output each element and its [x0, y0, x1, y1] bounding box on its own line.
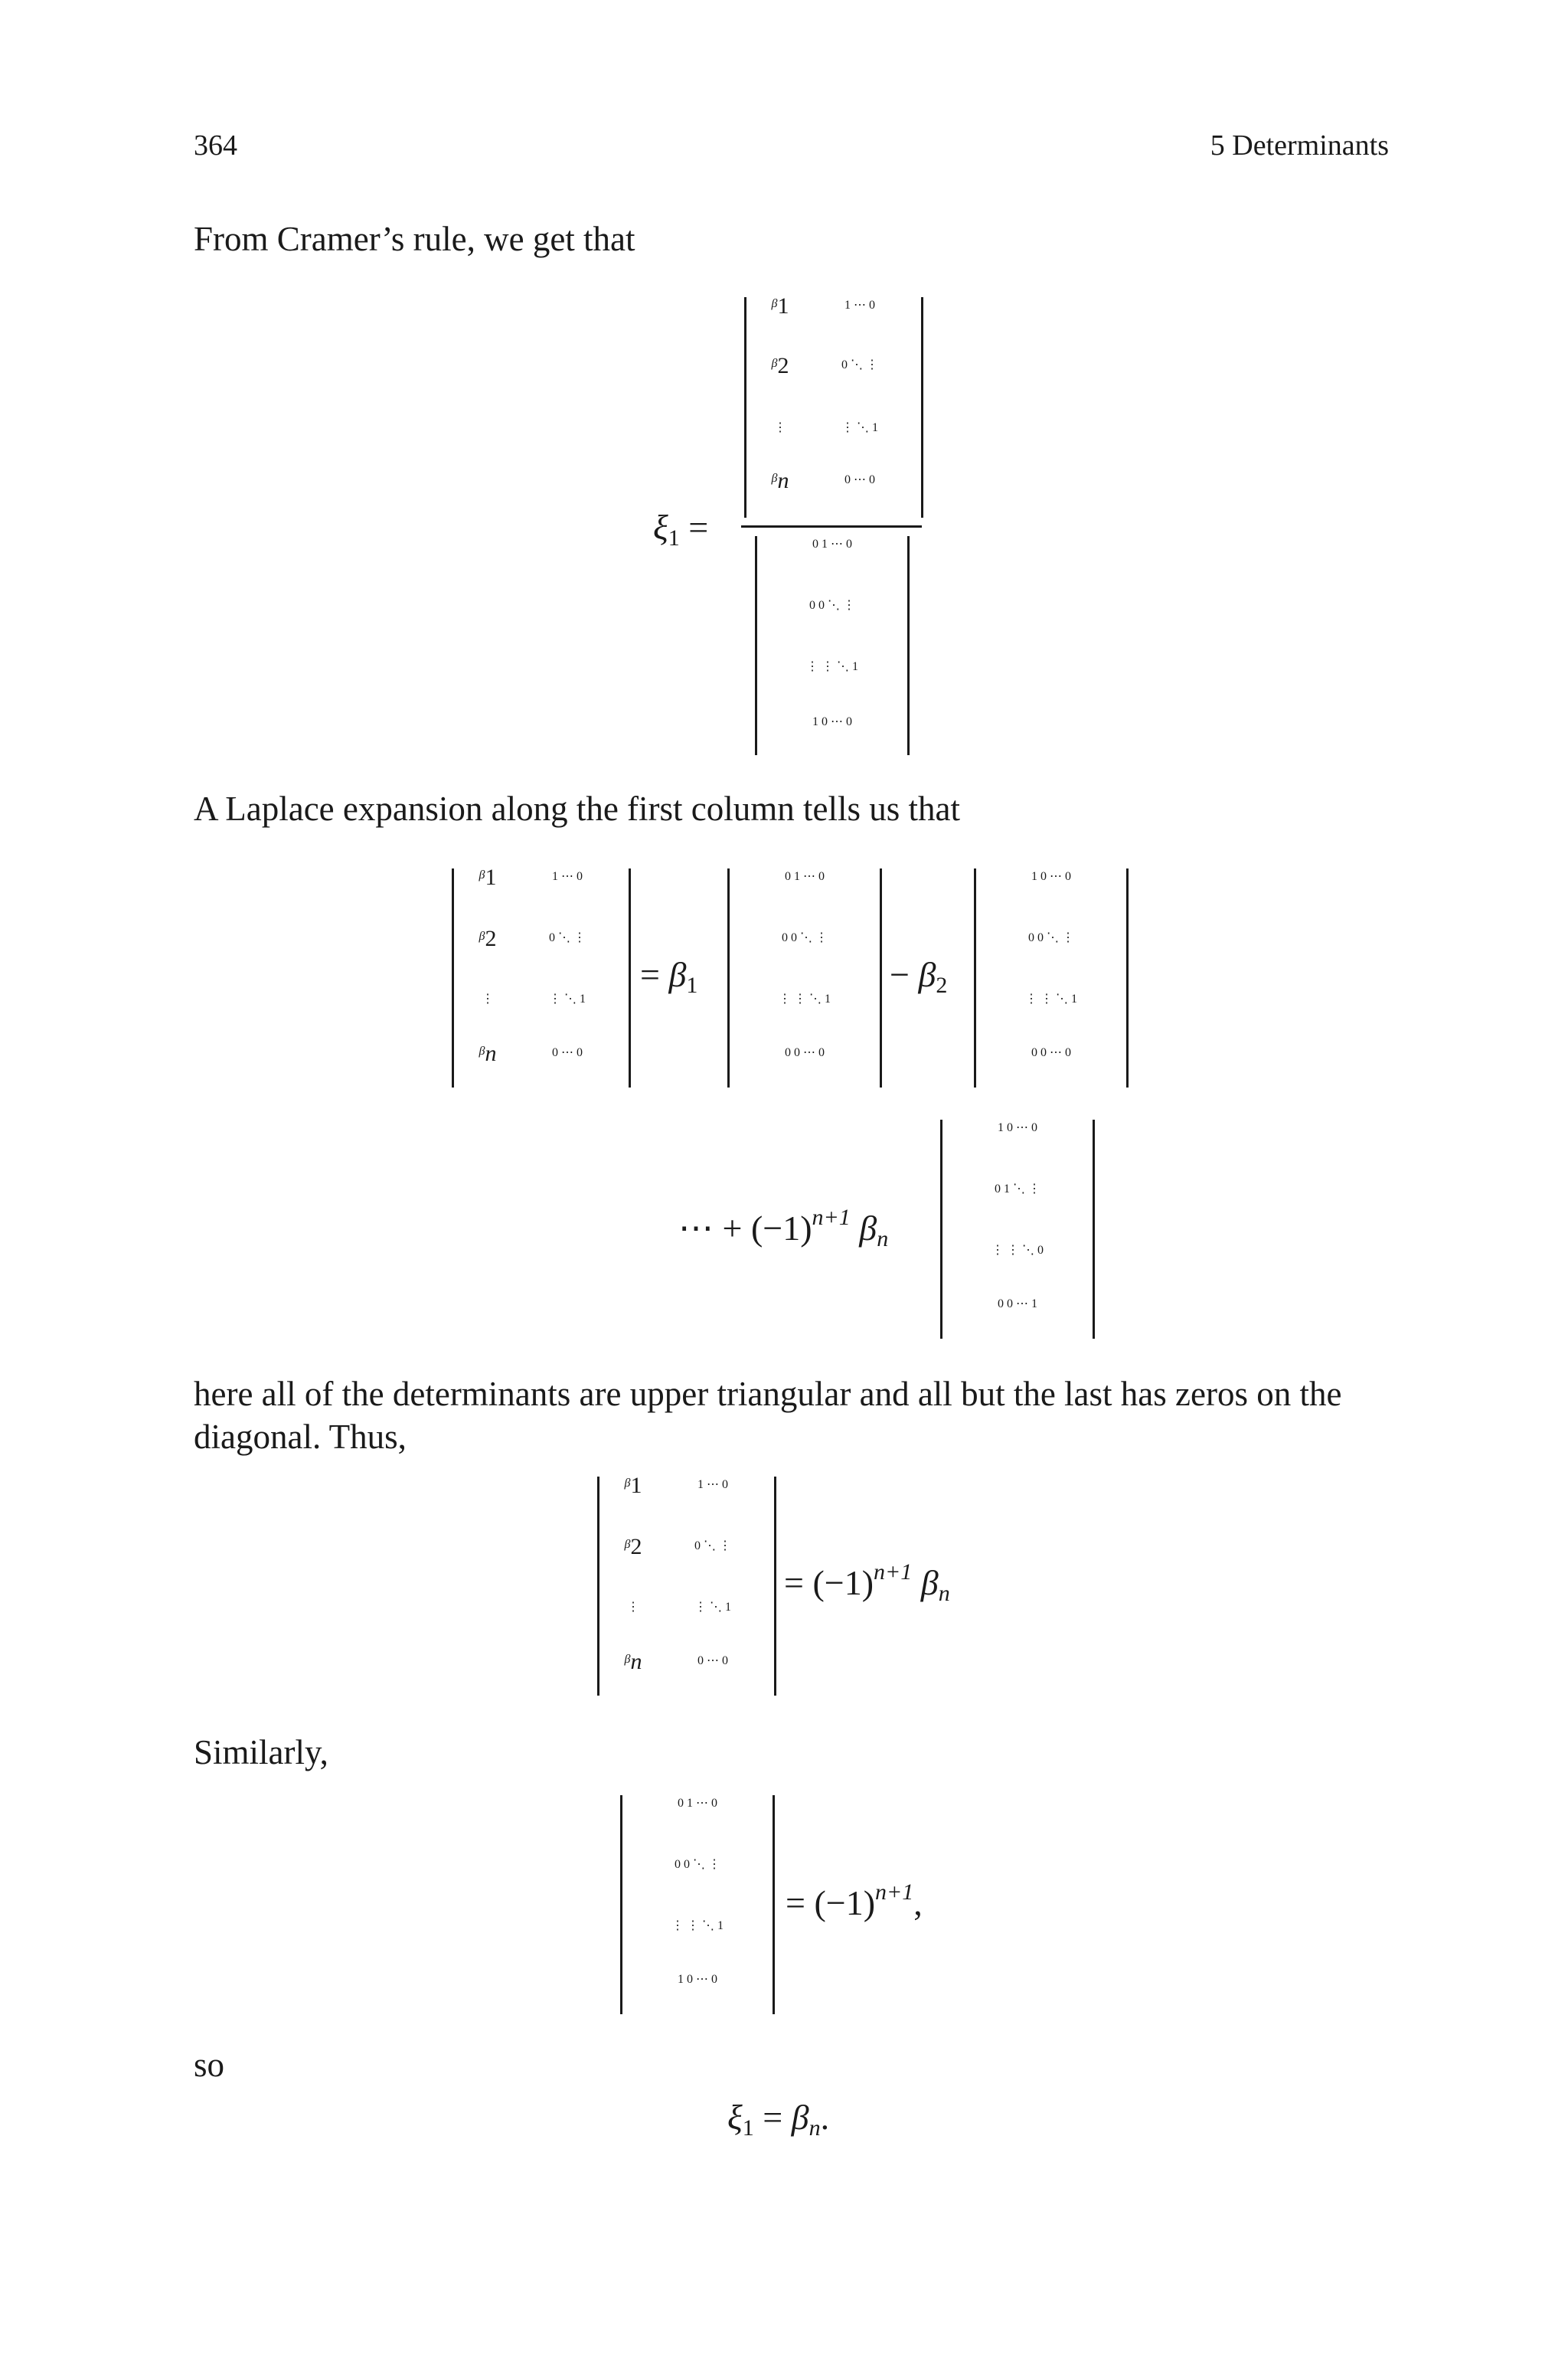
paragraph-upper-triangular-1: here all of the determinants are upper triangular and all but the last has zeros on the — [194, 1375, 1342, 1413]
paragraph-upper-triangular-2: diagonal. Thus, — [194, 1418, 407, 1456]
determinant-beta-column: $\beta_1$ 1 ⋯ 0 $\beta_2$ 0 ⋱ ⋮ ⋮ ⋮ ⋱ 1 $\beta_n$ 0 ⋯ 0 — [452, 868, 631, 1088]
fraction-bar — [741, 525, 922, 528]
chapter-title: 5 Determinants — [1210, 129, 1389, 162]
equals-beta1: = $\beta_1$ — [640, 955, 698, 998]
minus-beta2: − $\beta_2$ — [890, 955, 948, 998]
paragraph-so: so — [194, 2046, 225, 2084]
last-term-coefficient: ⋯ + $(-1)^{n+1}$ $\beta_n$ — [678, 1205, 889, 1251]
paragraph-similarly: Similarly, — [194, 1733, 328, 1771]
result-sign: = $(-1)^{n+1}$, — [786, 1879, 923, 1922]
paragraph-laplace: A Laplace expansion along the first column tells us that — [194, 790, 961, 828]
determinant-numerator: $\beta_1$ 1 ⋯ 0 $\beta_2$ 0 ⋱ ⋮ ⋮ ⋮ ⋱ 1 $\beta_n$ 0 ⋯ 0 — [744, 297, 923, 518]
determinant-minor-1: 0 1 ⋯ 0 0 0 ⋱ ⋮ ⋮ ⋮ ⋱ 1 0 0 ⋯ 0 — [727, 868, 882, 1088]
result-beta-n: = $(-1)^{n+1}$ $\beta_n$ — [784, 1559, 950, 1606]
determinant-minor-2: 1 0 ⋯ 0 0 0 ⋱ ⋮ ⋮ ⋮ ⋱ 1 0 0 ⋯ 0 — [974, 868, 1129, 1088]
determinant-denominator: 0 1 ⋯ 0 0 0 ⋱ ⋮ ⋮ ⋮ ⋱ 1 1 0 ⋯ 0 — [755, 536, 910, 755]
xi1-lhs: $\xi_1$ = — [653, 508, 709, 551]
paragraph-cramer: From Cramer’s rule, we get that — [194, 220, 635, 258]
determinant-beta-column-result: $\beta_1$ 1 ⋯ 0 $\beta_2$ 0 ⋱ ⋮ ⋮ ⋮ ⋱ 1 $\beta_n$ 0 ⋯ 0 — [597, 1477, 776, 1696]
determinant-identity: 1 0 ⋯ 0 0 1 ⋱ ⋮ ⋮ ⋮ ⋱ 0 0 0 ⋯ 1 — [940, 1120, 1095, 1339]
page-number: 364 — [194, 129, 237, 162]
final-equation: $\xi_1 = \beta_n$. — [727, 2098, 830, 2141]
determinant-permutation-result: 0 1 ⋯ 0 0 0 ⋱ ⋮ ⋮ ⋮ ⋱ 1 1 0 ⋯ 0 — [620, 1795, 775, 2014]
